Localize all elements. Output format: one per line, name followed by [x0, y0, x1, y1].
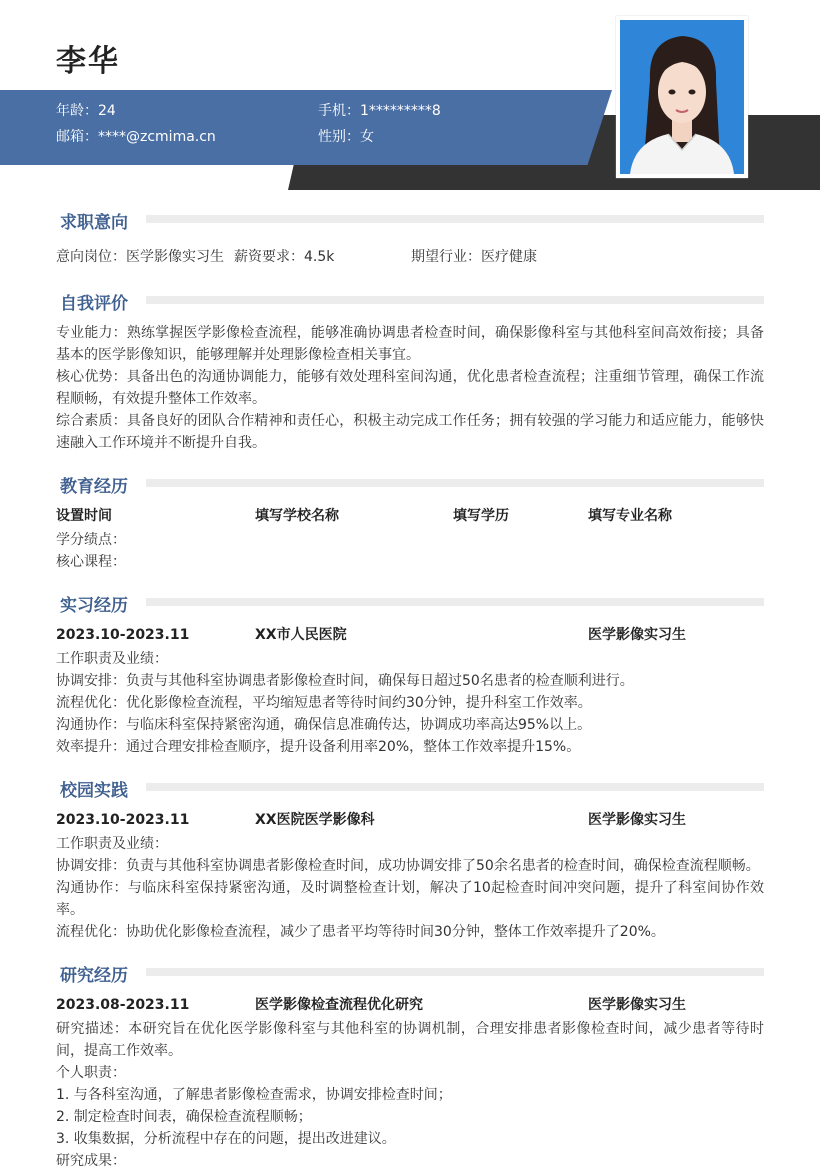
section-divider: [146, 968, 764, 976]
internship-org: XX市人民医院: [255, 627, 347, 643]
research-line: 2. 制定检查时间表，确保检查流程顺畅；: [56, 1109, 312, 1125]
research-time: 2023.08-2023.11: [56, 997, 190, 1013]
edu-time: 设置时间: [56, 508, 112, 524]
edu-major: 填写专业名称: [588, 508, 672, 524]
self-evaluation: [56, 322, 764, 454]
internship-role: 医学影像实习生: [588, 627, 686, 643]
profile-photo: [616, 16, 748, 178]
age-text: 年龄：24: [56, 103, 116, 119]
internship-line: 工作职责及业绩：: [56, 651, 168, 667]
email-text: 邮箱：****@zcmima.cn: [56, 129, 216, 145]
campus-org: XX医院医学影像科: [255, 812, 375, 828]
section-title-internship: 实习经历: [60, 596, 128, 616]
internship-line: 流程优化：优化影像检查流程，平均缩短患者等待时间约30分钟，提升科室工作效率。: [56, 695, 592, 711]
internship-details: [56, 648, 764, 758]
intent-industry: 期望行业：医疗健康: [411, 249, 537, 265]
internship-time: 2023.10-2023.11: [56, 627, 190, 643]
campus-line: 工作职责及业绩：: [56, 836, 168, 852]
research-line: 研究描述：本研究旨在优化医学影像科室与其他科室的协调机制，合理安排患者影像检查时间，减少患者等待时间，提高工作效率。: [56, 1021, 764, 1059]
edu-courses: 核心课程：: [56, 554, 126, 570]
section-divider: [146, 783, 764, 791]
edu-gpa: 学分绩点：: [56, 532, 126, 548]
section-title-campus: 校园实践: [60, 781, 128, 801]
research-role: 医学影像实习生: [588, 997, 686, 1013]
self-eval-line: 核心优势：具备出色的沟通协调能力，能够有效处理科室间沟通，优化患者检查流程；注重细节管理，确保工作流程顺畅，有效提升整体工作效率。: [56, 369, 764, 407]
section-title-self: 自我评价: [60, 294, 128, 314]
campus-line: 流程优化：协助优化影像检查流程，减少了患者平均等待时间30分钟，整体工作效率提升了20%。: [56, 924, 665, 940]
edu-school: 填写学校名称: [255, 508, 339, 524]
campus-line: 协调安排：负责与其他科室协调患者影像检查时间，成功协调安排了50余名患者的检查时间，确保检查流程顺畅。: [56, 858, 760, 874]
phone-text: 手机：1*********8: [318, 103, 441, 119]
research-line: 1. 与各科室沟通，了解患者影像检查需求，协调安排检查时间；: [56, 1087, 452, 1103]
gender-text: 性别：女: [318, 129, 374, 145]
section-title-education: 教育经历: [60, 477, 128, 497]
intent-salary: 薪资要求：4.5k: [234, 249, 335, 265]
self-eval-line: 专业能力：熟练掌握医学影像检查流程，能够准确协调患者检查时间，确保影像科室与其他科室间高效衔接；具备基本的医学影像知识，能够理解并处理影像检查相关事宜。: [56, 325, 764, 363]
research-details: [56, 1018, 764, 1172]
research-line: 个人职责：: [56, 1065, 126, 1081]
internship-line: 协调安排：负责与其他科室协调患者影像检查时间，确保每日超过50名患者的检查顺利进行。: [56, 673, 634, 689]
research-line: 3. 收集数据，分析流程中存在的问题，提出改进建议。: [56, 1131, 396, 1147]
campus-time: 2023.10-2023.11: [56, 812, 190, 828]
research-project: 医学影像检查流程优化研究: [255, 997, 423, 1013]
research-line: 研究成果：: [56, 1153, 126, 1169]
section-divider: [146, 215, 764, 223]
campus-details: [56, 833, 764, 943]
portrait-image: [620, 20, 744, 174]
section-divider: [146, 479, 764, 487]
edu-degree: 填写学历: [453, 508, 509, 524]
self-eval-line: 综合素质：具备良好的团队合作精神和责任心，积极主动完成工作任务；拥有较强的学习能力和适应能力，能够快速融入工作环境并不断提升自我。: [56, 413, 764, 451]
campus-line: 沟通协作：与临床科室保持紧密沟通，及时调整检查计划，解决了10起检查时间冲突问题，提升了科室间协作效率。: [56, 880, 764, 918]
section-title-research: 研究经历: [60, 966, 128, 986]
section-divider: [146, 598, 764, 606]
candidate-name: 李华: [56, 44, 120, 79]
section-title-intent: 求职意向: [60, 213, 128, 233]
intent-position: 意向岗位：医学影像实习生: [56, 249, 224, 265]
section-divider: [146, 296, 764, 304]
internship-line: 沟通协作：与临床科室保持紧密沟通，确保信息准确传达，协调成功率高达95%以上。: [56, 717, 592, 733]
internship-line: 效率提升：通过合理安排检查顺序，提升设备利用率20%，整体工作效率提升15%。: [56, 739, 581, 755]
campus-role: 医学影像实习生: [588, 812, 686, 828]
